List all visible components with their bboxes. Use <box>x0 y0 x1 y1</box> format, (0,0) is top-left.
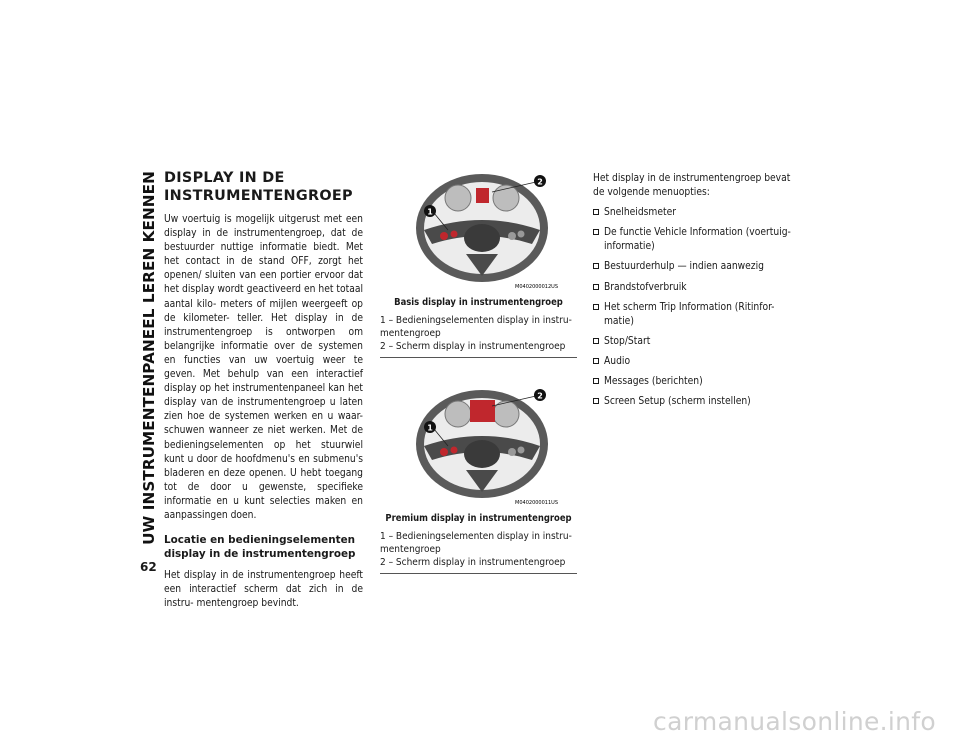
svg-text:M0402000012US: M0402000012US <box>515 284 558 290</box>
svg-text:2: 2 <box>537 177 543 187</box>
figure-legend-item: 1 – Bedieningselementen display in instru- mentengroep <box>380 531 572 556</box>
chapter-title: UW INSTRUMENTENPANEEL LEREN KENNEN <box>140 171 159 545</box>
menu-options-list <box>593 206 793 409</box>
steering-wheel-illustration <box>400 170 580 292</box>
watermark: carmanualsonline.info <box>653 707 936 736</box>
steering-wheel-illustration <box>400 386 580 508</box>
svg-text:1: 1 <box>427 207 433 217</box>
column-right <box>593 172 793 415</box>
svg-text:1: 1 <box>427 423 433 433</box>
figure-caption: Premium display in instrumentengroep <box>385 513 572 525</box>
list-item: Snelheidsmeter <box>593 206 793 220</box>
column-left <box>164 170 363 619</box>
checkbox-bullet-icon <box>593 263 599 269</box>
section-heading: DISPLAY IN DE INSTRUMENTENGROEP <box>164 170 353 204</box>
checkbox-bullet-icon <box>593 398 599 404</box>
svg-text:2: 2 <box>537 391 543 401</box>
checkbox-bullet-icon <box>593 209 599 215</box>
chapter-side-tab <box>139 170 159 546</box>
list-item: Bestuurderhulp — indien aanwezig <box>593 260 793 274</box>
list-item: Audio <box>593 355 793 369</box>
list-item: Brandstofverbruik <box>593 281 793 295</box>
figure-legend-item: 2 – Scherm display in instrumentengroep <box>380 556 577 574</box>
list-item: Screen Setup (scherm instellen) <box>593 395 793 409</box>
figure-legend-item: 1 – Bedieningselementen display in instru- mentengroep <box>380 315 572 340</box>
list-item: Messages (berichten) <box>593 375 793 389</box>
checkbox-bullet-icon <box>593 284 599 290</box>
subsection-heading: Locatie en bedieningselementen display in de instrumentengroep <box>164 534 356 561</box>
checkbox-bullet-icon <box>593 338 599 344</box>
checkbox-bullet-icon <box>593 229 599 235</box>
subsection-paragraph: Het display in de instrumentengroep heeft een interactief scherm dat zich in de instru- mentengroep bevindt. <box>164 570 363 610</box>
figure-premium-display <box>380 386 577 508</box>
checkbox-bullet-icon <box>593 378 599 384</box>
page-number: 62 <box>140 560 157 574</box>
cluster-display-screen <box>470 400 495 422</box>
intro-paragraph: Uw voertuig is mogelijk uitgerust met een display in de instrumentengroep, dat de bestuurder nuttige informatie biedt. Met het contact in de stand OFF, zorgt het openen/ sluiten van een portier ervoor dat het display wordt geactiveerd en het totaal aantal kilo- meters of mijlen weergeeft op de kilometer- teller. Het display in de instrumentengroep is ontworpen om belangrijke informatie over de systemen en functies van uw voertuig weer te geven. Met behulp van een interactief display op het instrumentenpaneel kan het display van de instrumentengroep u laten zien hoe de systemen werken en u waar- schuwen wanneer ze niet werken. Met de bedieningselementen op het stuurwiel kunt u door de hoofdmenu's en submenu's bladeren en deze openen. U hebt toegang tot de door u gewenste, specifieke informatie en u kunt selecties maken en aanpassingen doen. <box>164 214 363 521</box>
cluster-display-screen <box>476 188 489 203</box>
checkbox-bullet-icon <box>593 358 599 364</box>
figure-basic-display <box>380 170 577 292</box>
svg-text:M0402000011US: M0402000011US <box>515 500 558 507</box>
list-item: Het scherm Trip Information (Ritinfor- matie) <box>593 301 793 329</box>
checkbox-bullet-icon <box>593 304 599 310</box>
column-middle <box>380 170 577 574</box>
list-item: Stop/Start <box>593 335 793 349</box>
figure-legend-item: 2 – Scherm display in instrumentengroep <box>380 340 577 358</box>
menu-intro: Het display in de instrumentengroep bevat de volgende menuopties: <box>593 173 791 199</box>
figure-caption: Basis display in instrumentengroep <box>394 297 563 308</box>
list-item: De functie Vehicle Information (voertuig- informatie) <box>593 226 793 254</box>
